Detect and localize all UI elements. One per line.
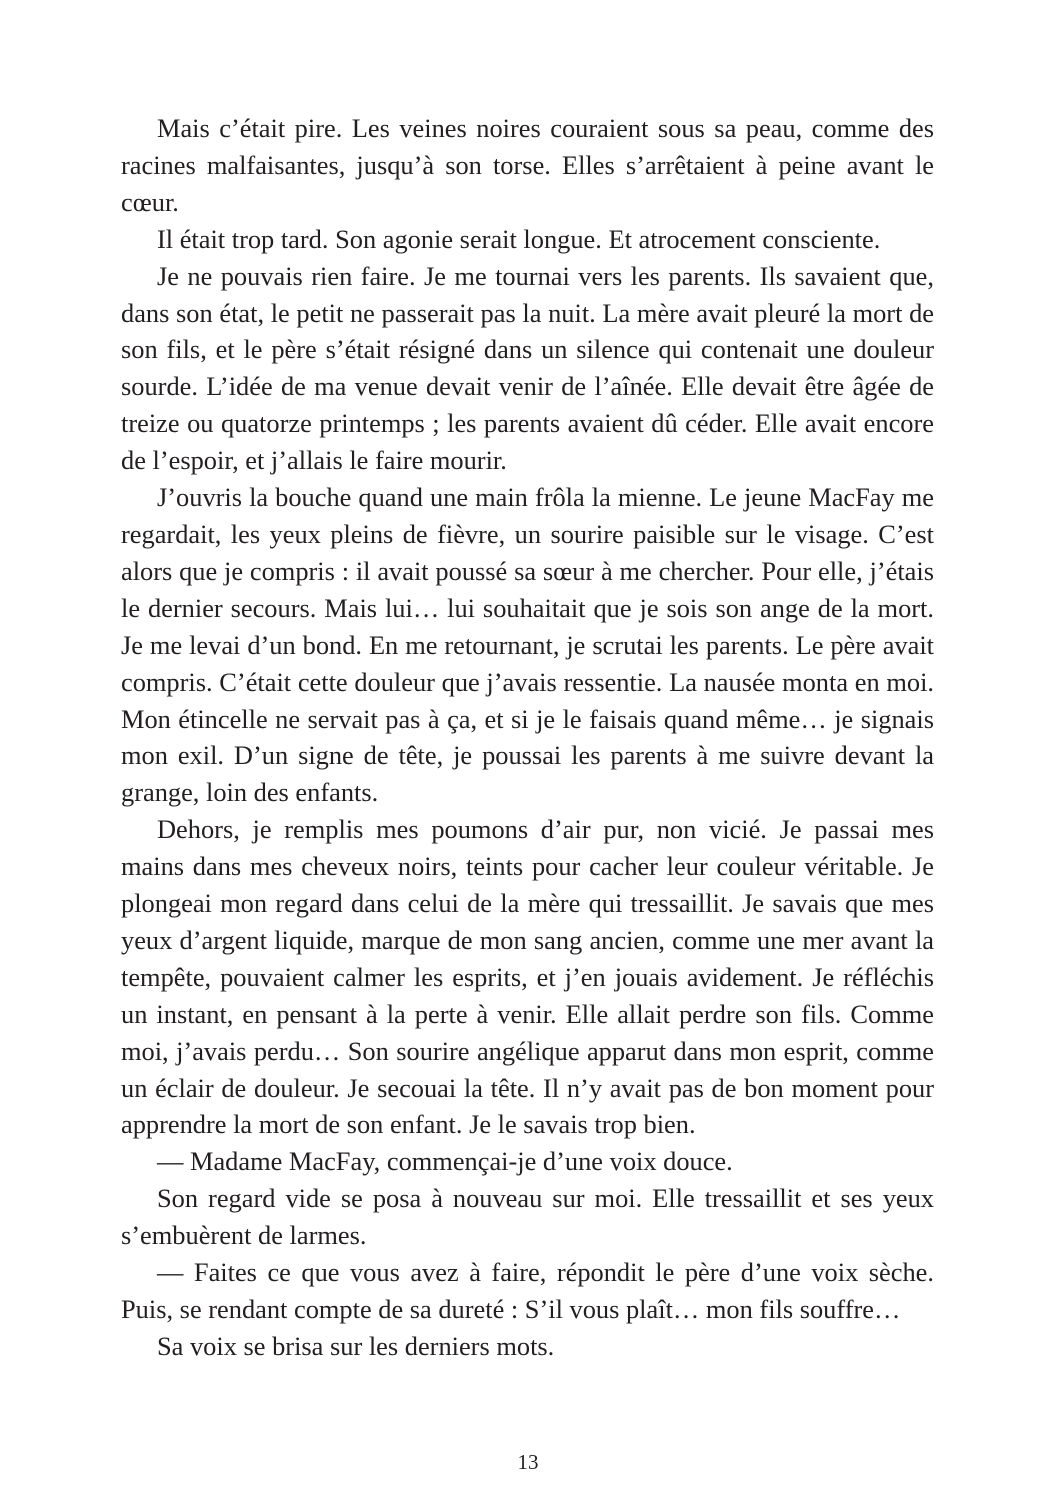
paragraph: Dehors, je remplis mes poumons d’air pur, non vicié. Je passai mes mains dans mes cheveux noirs, teints pour cacher leur couleur véritable. Je plongeai mon regard dans celui de la mère qui tressaillit. Je savais que mes yeux d’argent liquide, marque de mon sang ancien, comme une mer avant la tempête, pouvaient calmer les esprits, et j’en jouais avidement. Je réfléchis un instant, en pensant à la perte à venir. Elle allait perdre son fils. Comme moi, j’avais perdu… Son sourire angélique apparut dans mon esprit, comme un éclair de douleur. Je secouai la tête. Il n’y avait pas de bon moment pour apprendre la mort de son enfant. Je le savais trop bien. <box>121 814 934 1140</box>
paragraph: Sa voix se brisa sur les derniers mots. <box>157 1330 555 1361</box>
paragraph: Son regard vide se posa à nouveau sur moi. Elle tressaillit et ses yeux s’embuèrent de larmes. <box>121 1183 934 1251</box>
paragraph: Mais c’était pire. Les veines noires couraient sous sa peau, comme des racines malfaisantes, jusqu’à son torse. Elles s’arrêtaient à peine avant le cœur. <box>121 113 934 217</box>
paragraph: Je ne pouvais rien faire. Je me tournai vers les parents. Ils savaient que, dans son état, le petit ne passerait pas la nuit. La mère avait pleuré la mort de son fils, et le père s’était résigné dans un silence qui contenait une douleur sourde. L’idée de ma venue devait venir de l’aînée. Elle devait être âgée de treize ou quatorze printemps ; les parents avaient dû céder. Elle avait encore de l’espoir, et j’allais le faire mourir. <box>121 260 934 476</box>
dialogue-line: — Madame MacFay, commençai-je d’une voix douce. <box>157 1146 733 1177</box>
page-body <box>121 110 934 1365</box>
paragraph: Il était trop tard. Son agonie serait longue. Et atrocement consciente. <box>157 223 881 254</box>
paragraph: J’ouvris la bouche quand une main frôla la mienne. Le jeune MacFay me regardait, les yeux pleins de fièvre, un sourire paisible sur le visage. C’est alors que je compris : il avait poussé sa sœur à me chercher. Pour elle, j’étais le dernier secours. Mais lui… lui souhaitait que je sois son ange de la mort. Je me levai d’un bond. En me retournant, je scrutai les parents. Le père avait compris. C’était cette douleur que j’avais ressentie. La nausée monta en moi. Mon étincelle ne servait pas à ça, et si je le faisais quand même… je signais mon exil. D’un signe de tête, je poussai les parents à me suivre devant la grange, loin des enfants. <box>121 482 934 808</box>
dialogue-line: — Faites ce que vous avez à faire, répondit le père d’une voix sèche. Puis, se rendant compte de sa dureté : S’il vous plaît… mon fils souffre… <box>121 1257 934 1324</box>
page-number: 13 <box>517 1450 539 1474</box>
